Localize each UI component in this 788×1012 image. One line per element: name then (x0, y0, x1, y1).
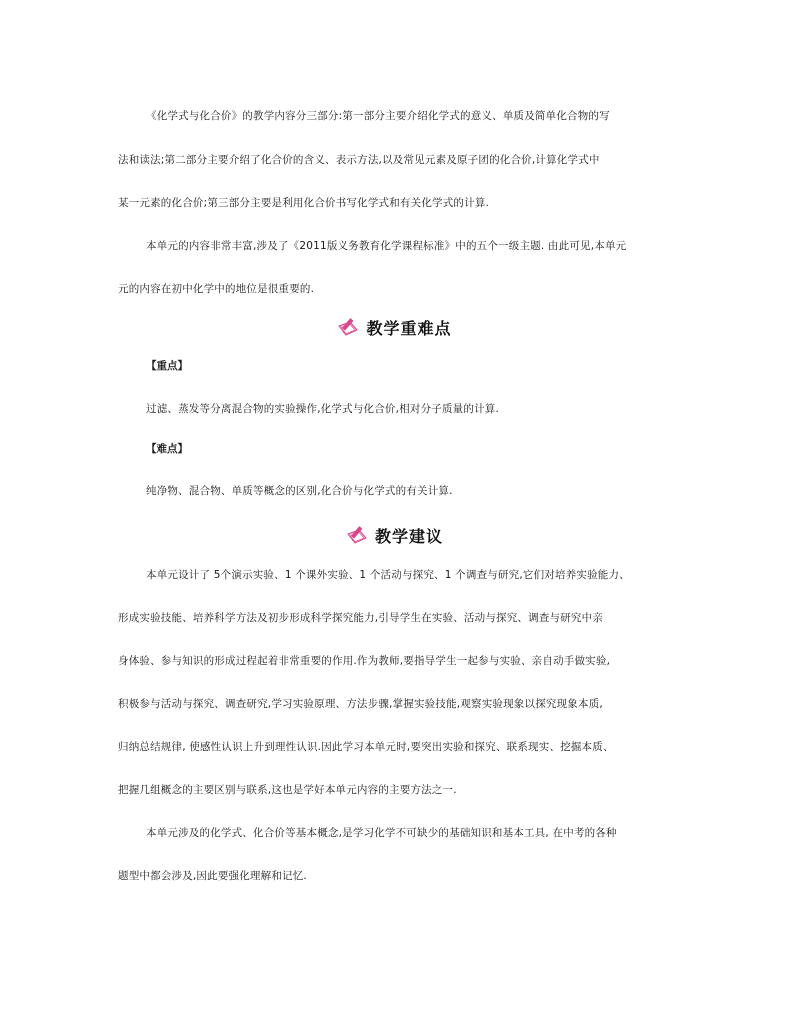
paragraph-line: 某一元素的化合价;第三部分主要是利用化合价书写化学式和有关化学式的计算. (118, 197, 490, 209)
section-heading-title: 教学建议 (374, 526, 443, 546)
paragraph-line: 积极参与活动与探究、调查研究,学习实验原理、方法步骤,掌握实验技能,观察实验现象以探究现象本质, (118, 698, 603, 710)
paragraph-line: 本单元的内容非常丰富,涉及了《2011版义务教育化学课程标准》中的五个一级主题. 由此可见,本单元 (146, 240, 627, 252)
paragraph-line: 法和读法;第二部分主要介绍了化合价的含义、表示方法,以及常见元素及原子团的化合价,计算化学式中 (118, 154, 600, 166)
paragraph-line: 题型中都会涉及,因此要强化理解和记忆. (118, 870, 307, 882)
paragraph-line: 本单元涉及的化学式、化合价等基本概念,是学习化学不可缺少的基础知识和基本工具, 在中考的各种 (146, 827, 617, 839)
key-points-label: 【重点】 (146, 360, 188, 372)
difficulties-label: 【难点】 (146, 443, 188, 455)
paragraph-line: 把握几组概念的主要区别与联系,这也是学好本单元内容的主要方法之一. (118, 784, 457, 796)
section-heading-key-difficulties (0, 314, 788, 340)
pencil-paper-icon (345, 524, 369, 546)
paragraph-line: 身体验、参与知识的形成过程起着非常重要的作用.作为教师,要指导学生一起参与实验、亲自动手做实验, (118, 655, 611, 667)
section-heading-teaching-suggestions (0, 522, 788, 548)
section-heading-title: 教学重难点 (366, 318, 452, 338)
paragraph-line: 归纳总结规律, 使感性认识上升到理性认识.因此学习本单元时,要突出实验和探究、联系现实、挖掘本质、 (118, 741, 614, 753)
paragraph-line: 本单元设计了 5个演示实验、1 个课外实验、1 个活动与探究、1 个调查与研究,它们对培养实验能力、 (146, 569, 630, 581)
paragraph-line: 《化学式与化合价》的教学内容分三部分:第一部分主要介绍化学式的意义、单质及简单化合物的写 (146, 110, 610, 122)
paragraph-line: 元的内容在初中化学中的地位是很重要的. (118, 283, 315, 295)
key-points-text: 过滤、蒸发等分离混合物的实验操作,化学式与化合价,相对分子质量的计算. (146, 403, 500, 415)
difficulties-text: 纯净物、混合物、单质等概念的区别,化合价与化学式的有关计算. (146, 485, 453, 497)
paragraph-line: 形成实验技能、培养科学方法及初步形成科学探究能力,引导学生在实验、活动与探究、调查与研究中亲 (118, 612, 604, 624)
pencil-paper-icon (336, 316, 360, 338)
